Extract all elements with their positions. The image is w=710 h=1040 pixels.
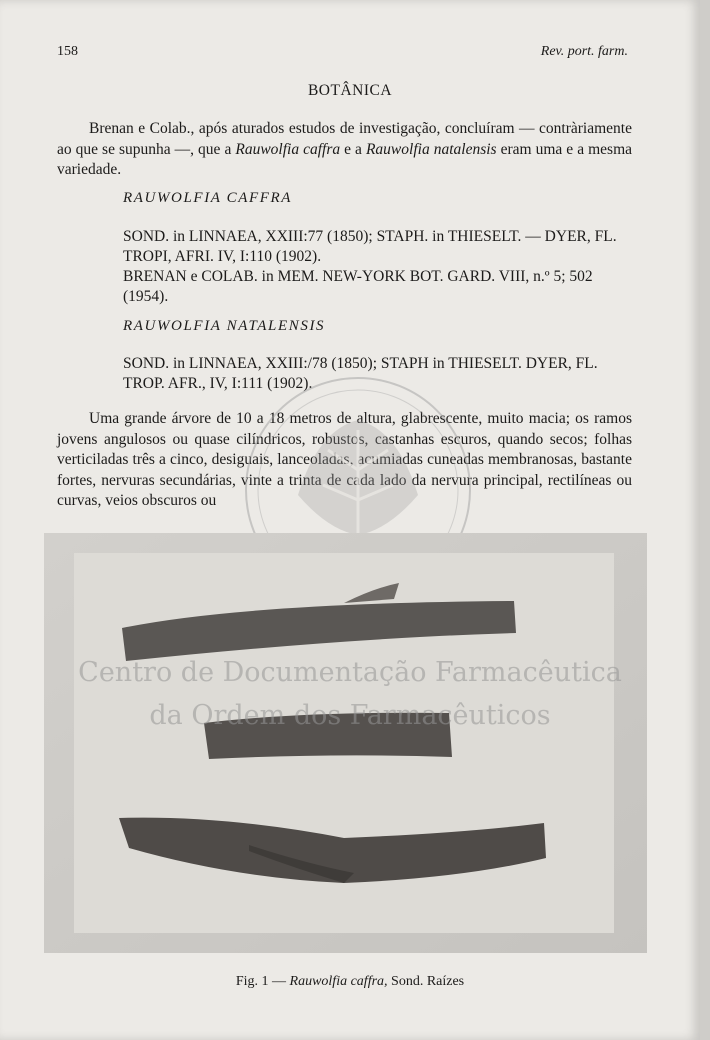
running-header: Rev. port. farm.	[540, 44, 628, 59]
page-number: 158	[57, 44, 78, 59]
intro-text-run: Brenan e Colab., após aturados estudos de investigação, concluíram — contràriamente ao que se supunha —, que a	[57, 120, 632, 158]
reference-caffra-1: SOND. in LINNAEA, XXIII:77 (1850); STAPH. in THIESELT. — DYER, FL. TROPI, AFRI. IV, I:110 (1902).	[123, 228, 617, 265]
species-heading-caffra: RAUWOLFIA CAFFRA	[123, 190, 293, 206]
caption-species: Rauwolfia caffra,	[289, 974, 388, 989]
intro-text-run: e a	[340, 140, 366, 158]
description-paragraph: Uma grande árvore de 10 a 18 metros de altura, glabrescente, muito macia; os ramos jovens angulosos ou quase cilíndricos, robustos, castanhas escuros, quando secos; folhas verticiladas três a cinco, desiguais, lanceoladas, acumiadas cuneadas membranosas, bastante fortes, nervuras secundárias, vinte a trinta de cada lado da nervura principal, rectilíneas ou curvas, veios obscuros ou	[57, 410, 632, 509]
intro-paragraph	[57, 119, 632, 181]
watermark-line-2: da Ordem dos Farmacêuticos	[149, 700, 551, 731]
watermark-line-1: Centro de Documentação Farmacêutica	[78, 657, 622, 688]
caption-label: Fig. 1 —	[235, 974, 290, 989]
intro-text-run: eram uma e a mesma variedade.	[57, 140, 633, 178]
figure-caption	[0, 974, 700, 990]
figure-photo-roots	[44, 533, 647, 953]
caption-rest: Sond. Raízes	[387, 974, 465, 989]
species-heading-natalensis: RAUWOLFIA NATALENSIS	[123, 318, 326, 334]
intro-italic-run: Rauwolfia natalensis	[365, 140, 497, 158]
intro-italic-run: Rauwolfia caffra	[235, 140, 341, 158]
reference-natalensis-1: SOND. in LINNAEA, XXIII:/78 (1850); STAPH in THIESELT. DYER, FL. TROP. AFR., IV, I:111 (1902).	[123, 355, 598, 392]
section-title: BOTÂNICA	[307, 82, 393, 99]
reference-caffra-2: BRENAN e COLAB. in MEM. NEW-YORK BOT. GARD. VIII, n.º 5; 502 (1954).	[123, 268, 593, 305]
